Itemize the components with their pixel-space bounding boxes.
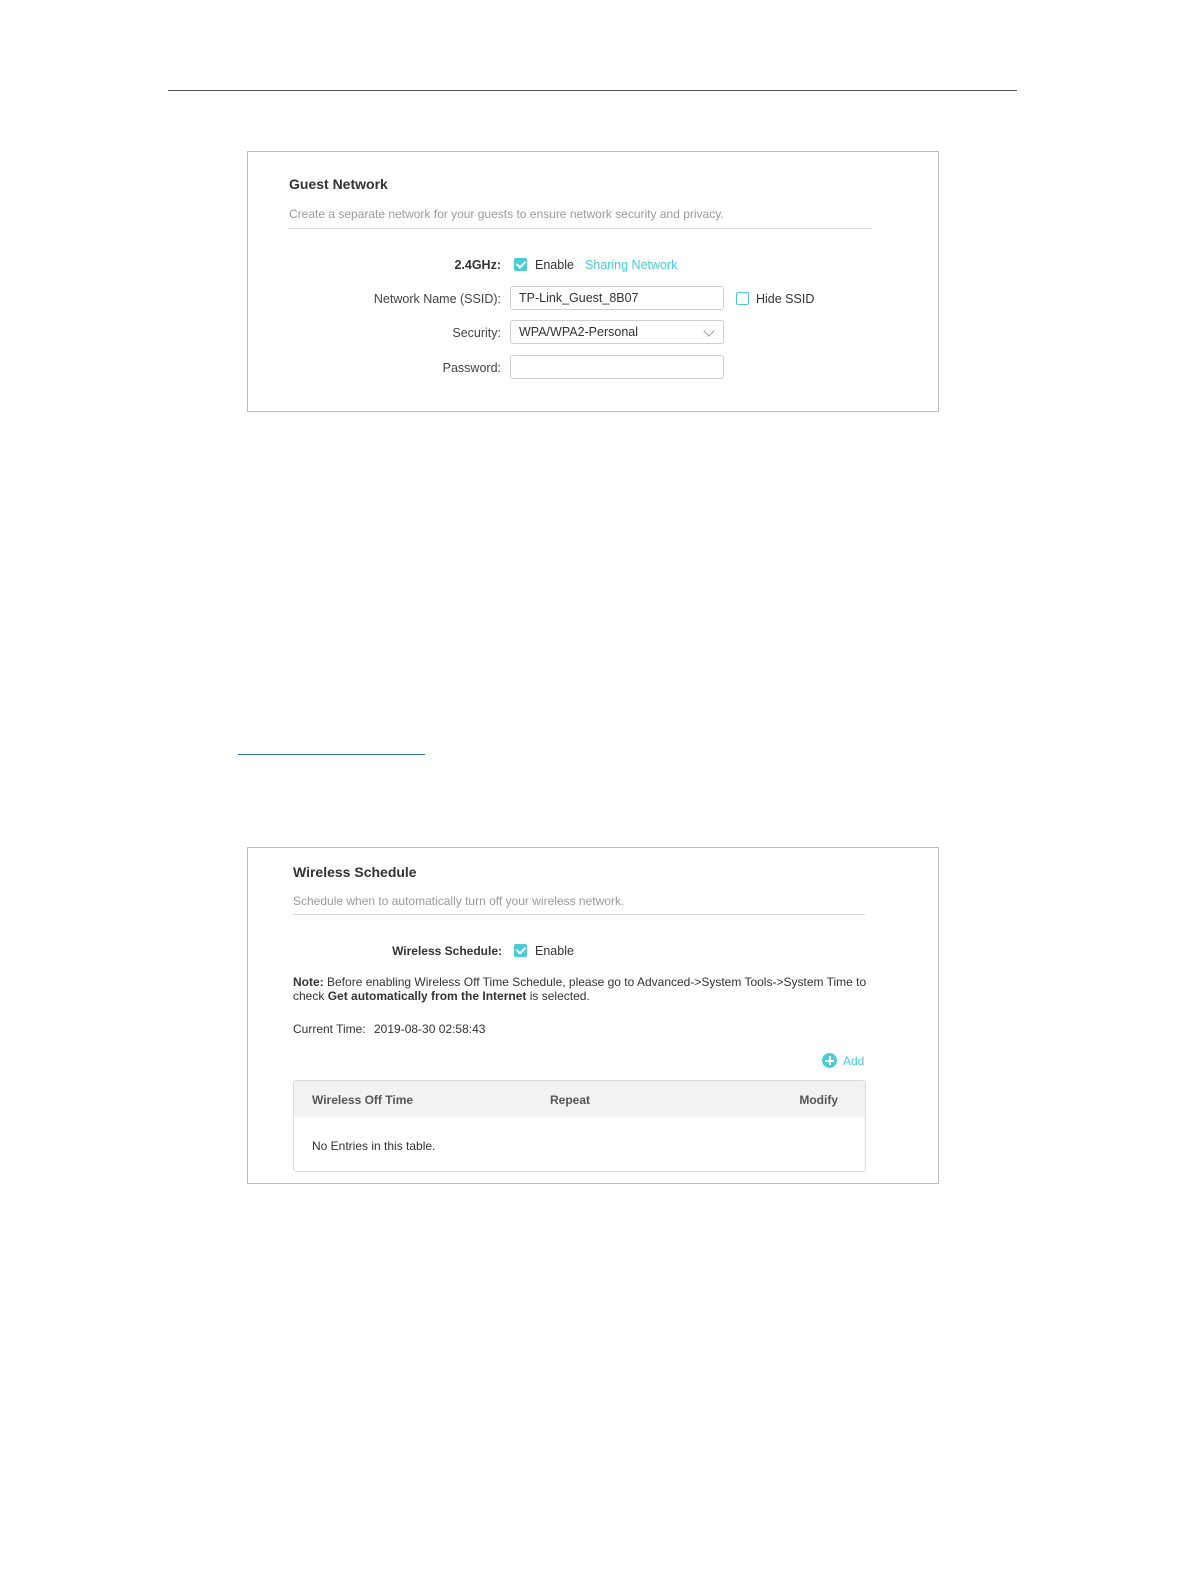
hide-ssid-label[interactable]: Hide SSID [756, 292, 815, 306]
enable-schedule-label[interactable]: Enable [535, 944, 574, 958]
current-time-value: 2019-08-30 02:58:43 [374, 1022, 486, 1036]
wireless-schedule-title: Wireless Schedule [293, 864, 417, 880]
security-label: Security: [452, 326, 501, 340]
column-wireless-off-time: Wireless Off Time [312, 1093, 414, 1107]
column-modify: Modify [799, 1093, 838, 1107]
schedule-note [293, 975, 868, 1003]
column-repeat: Repeat [550, 1093, 591, 1107]
title-divider [293, 914, 865, 915]
title-divider [289, 228, 872, 229]
enable-guest-checkbox[interactable] [514, 258, 527, 271]
table-header [294, 1081, 865, 1117]
note-text-2: is selected. [526, 989, 590, 1003]
band-label: 2.4GHz: [454, 258, 501, 272]
chevron-down-icon [703, 325, 714, 336]
note-text-1: Before enabling Wireless Off Time Schedule, please go to Advanced->System Tools->System Time to check [293, 975, 867, 1003]
security-select[interactable] [510, 320, 724, 344]
password-input[interactable] [510, 355, 724, 379]
password-label: Password: [442, 361, 501, 375]
current-time-label: Current Time: [293, 1022, 366, 1036]
security-selected-value: WPA/WPA2-Personal [519, 325, 639, 339]
add-circle-icon[interactable] [822, 1053, 837, 1068]
wireless-schedule-label: Wireless Schedule: [392, 944, 502, 958]
ssid-input[interactable]: TP-Link_Guest_8B07 [510, 286, 724, 310]
hide-ssid-checkbox[interactable] [736, 292, 749, 305]
page-header-rule [168, 90, 1017, 91]
enable-guest-label[interactable]: Enable [535, 258, 574, 272]
table-empty-message: No Entries in this table. [312, 1139, 436, 1153]
note-bold: Get automatically from the Internet [327, 989, 527, 1003]
enable-schedule-checkbox[interactable] [514, 944, 527, 957]
guest-network-panel [247, 151, 939, 412]
schedule-table [293, 1080, 866, 1172]
wireless-schedule-panel [247, 847, 939, 1184]
ssid-label: Network Name (SSID): [373, 292, 501, 306]
link-underline [238, 754, 425, 755]
wireless-schedule-description: Schedule when to automatically turn off your wireless network. [293, 894, 625, 908]
sharing-network-link[interactable]: Sharing Network [585, 258, 678, 272]
note-prefix: Note: [293, 975, 324, 989]
guest-network-title: Guest Network [289, 176, 388, 192]
guest-network-description: Create a separate network for your guests to ensure network security and privacy. [289, 207, 724, 221]
add-button[interactable]: Add [843, 1054, 865, 1068]
